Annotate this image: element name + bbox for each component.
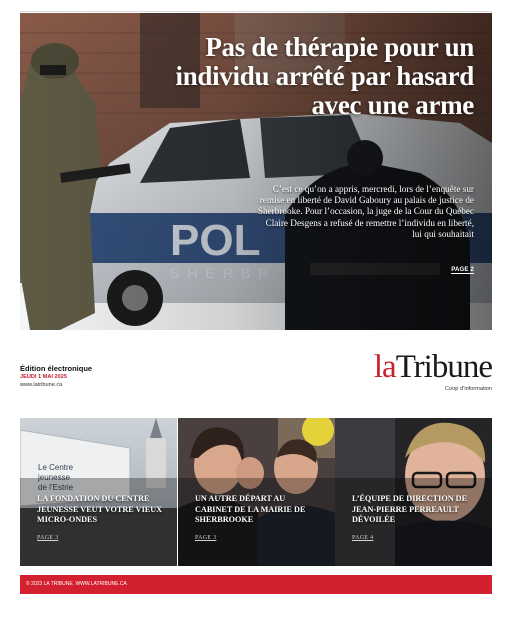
top-rule — [20, 11, 492, 12]
story-title-2[interactable]: UN AUTRE DÉPART AU CABINET DE LA MAIRIE DE SHERBROOKE — [195, 494, 306, 525]
story-card-1[interactable] — [20, 418, 177, 566]
logo-la: la — [373, 349, 396, 385]
edition-date: JEUDI 1 MAI 2025 — [20, 374, 67, 380]
story-card-3[interactable] — [335, 418, 492, 566]
story-cards — [20, 418, 492, 566]
story-title-1[interactable]: LA FONDATION DU CENTRE JEUNESSE VEUT VOTRE VIEUX MICRO-ONDES — [37, 494, 163, 525]
story-page-3[interactable]: PAGE 4 — [352, 535, 374, 541]
hero-article[interactable] — [20, 13, 492, 330]
la-tribune-logo[interactable] — [374, 349, 492, 385]
story-card-2[interactable] — [178, 418, 335, 566]
footer-copyright: © 2023 LA TRIBUNE. WWW.LATRIBUNE.CA — [26, 581, 127, 587]
sign-line-1: Le Centre — [38, 463, 74, 472]
sign-line-3: de l’Estrie — [38, 483, 74, 492]
hero-summary: C’est ce qu’on a appris, mercredi, lors de l’enquête sur remise en liberté de David Gaboury au palais de justice de Sherbrooke. Pour l’occasion, la juge de la Cour du Québec Claire Desgens a refusé de remettre l’individu en liberté, lui qui souhaitait — [257, 184, 474, 239]
hero-headline[interactable]: Pas de thérapie pour un individu arrêté par hasard avec une arme — [175, 32, 474, 120]
story-photo-3 — [335, 418, 492, 566]
story-title-3[interactable]: L’ÉQUIPE DE DIRECTION DE JEAN-PIERRE PERREAULT DÉVOILÉE — [352, 494, 468, 525]
logo-tribune: Tribune — [395, 349, 492, 385]
logo-tagline: Coop d’information — [445, 386, 492, 392]
story-photo-2 — [178, 418, 335, 566]
footer-bar — [20, 575, 492, 594]
story-page-1[interactable]: PAGE 3 — [37, 535, 59, 541]
hero-page-link[interactable]: PAGE 2 — [451, 267, 474, 273]
story-page-2[interactable]: PAGE 3 — [195, 535, 217, 541]
edition-label: Édition électronique — [20, 364, 93, 373]
site-url[interactable]: www.latribune.ca — [20, 382, 63, 388]
sign-line-2: jeunesse — [38, 473, 71, 482]
story-photo-1 — [20, 418, 177, 566]
